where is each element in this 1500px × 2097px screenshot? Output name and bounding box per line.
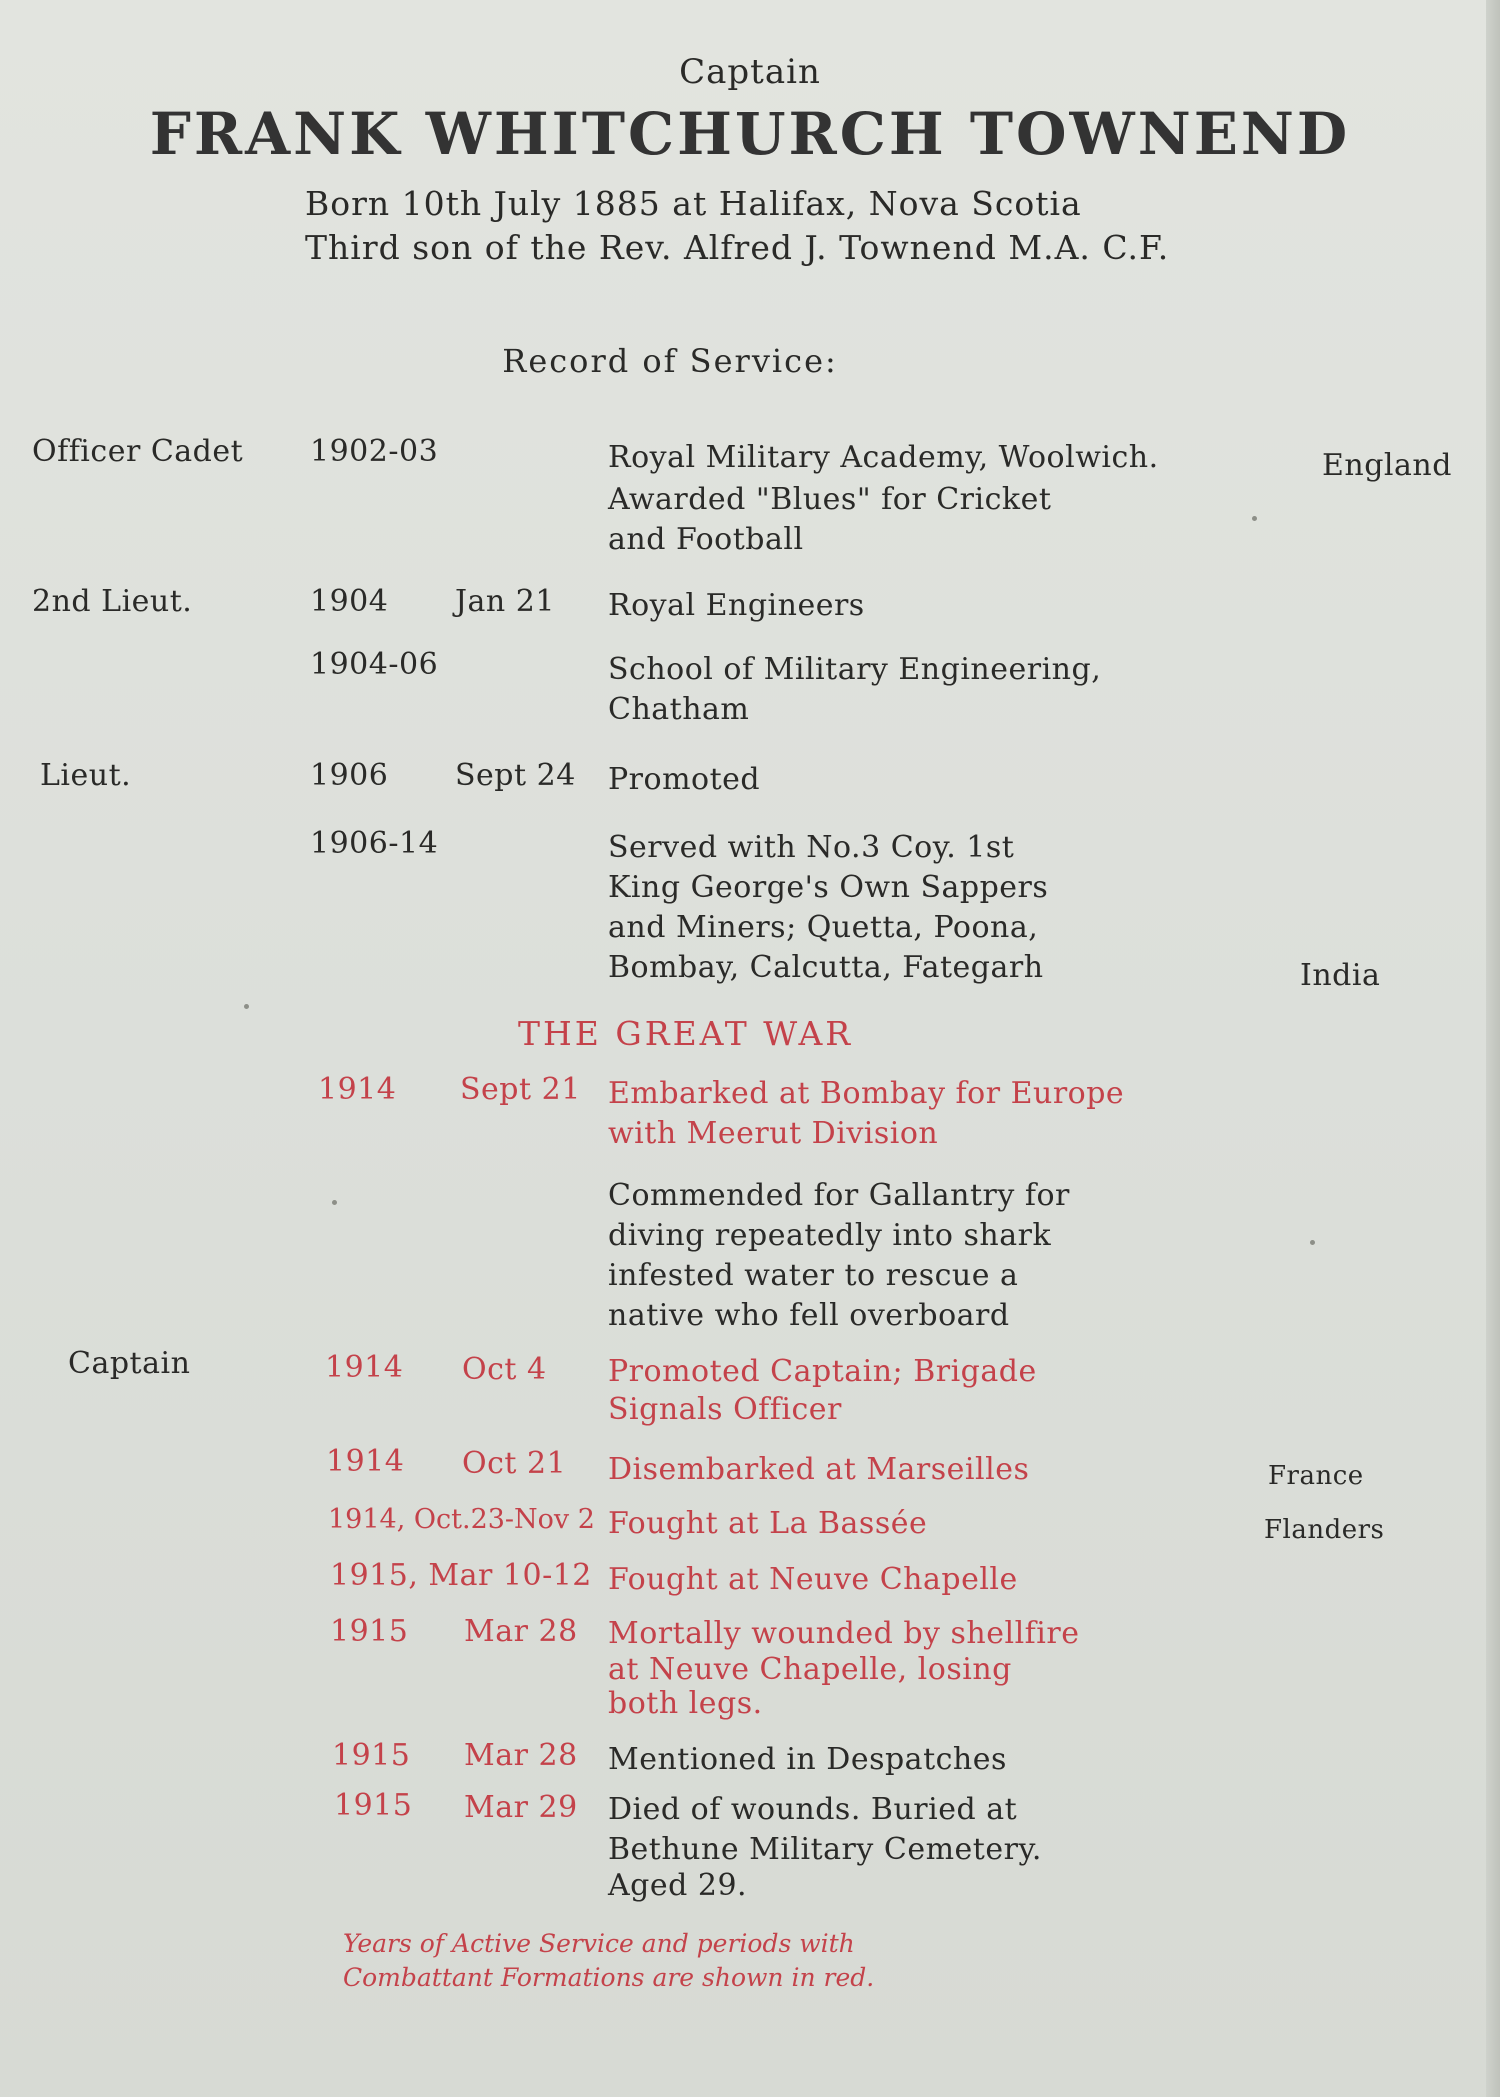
rank-title: Captain [679, 52, 821, 92]
officer-name: FRANK WHITCHURCH TOWNEND [149, 100, 1351, 168]
service-description: King George's Own Sappers [608, 870, 1049, 905]
war-description: Mentioned in Despatches [608, 1742, 1007, 1777]
service-description: and Football [608, 522, 804, 557]
service-description: and Miners; Quetta, Poona, [608, 910, 1039, 945]
service-year: 1906-14 [310, 826, 439, 861]
commendation-text: Commended for Gallantry for [608, 1178, 1070, 1213]
war-description: Disembarked at Marseilles [608, 1452, 1030, 1487]
record-heading: Record of Service: [502, 342, 838, 380]
war-description: Signals Officer [608, 1392, 842, 1427]
war-date: Mar 28 [464, 1738, 578, 1773]
war-location: France [1268, 1461, 1364, 1491]
war-location: Flanders [1264, 1515, 1385, 1545]
commendation-text: diving repeatedly into shark [608, 1218, 1052, 1253]
war-date: Mar 28 [464, 1614, 578, 1649]
service-description: Served with No.3 Coy. 1st [608, 830, 1015, 865]
war-description: Fought at La Bassée [608, 1506, 928, 1541]
war-date: Sept 21 [460, 1072, 581, 1107]
paper-speck [1310, 1240, 1315, 1245]
service-date: Sept 24 [455, 758, 576, 793]
frame-edge [1486, 0, 1500, 2097]
war-year: 1914, Oct.23-Nov 2 [328, 1504, 595, 1535]
commendation-text: infested water to rescue a [608, 1258, 1019, 1293]
service-description: Bombay, Calcutta, Fategarh [608, 950, 1044, 985]
legend-note-line: Years of Active Service and periods with [343, 1929, 855, 1958]
war-year: 1915 [332, 1738, 411, 1773]
service-description: School of Military Engineering, [608, 652, 1102, 687]
service-year: 1904-06 [310, 647, 439, 682]
paper-speck [1252, 516, 1257, 521]
service-date: Jan 21 [455, 584, 555, 619]
service-description: Chatham [608, 692, 750, 727]
parent-line: Third son of the Rev. Alfred J. Townend M.A. C.F. [305, 228, 1170, 267]
service-year: 1904 [310, 584, 389, 619]
service-description: Royal Engineers [608, 588, 865, 623]
rank-label: Lieut. [40, 758, 132, 793]
legend-note-line: Combattant Formations are shown in red. [343, 1963, 875, 1992]
war-description: Died of wounds. Buried at [608, 1792, 1018, 1827]
war-description: Embarked at Bombay for Europe [608, 1076, 1125, 1111]
commendation-text: native who fell overboard [608, 1298, 1010, 1333]
war-date: Mar 29 [464, 1790, 578, 1825]
paper-speck [332, 1200, 337, 1205]
war-description: with Meerut Division [608, 1116, 939, 1151]
war-year: 1915 [334, 1788, 413, 1823]
war-heading: THE GREAT WAR [518, 1014, 854, 1053]
war-description: Bethune Military Cemetery. [608, 1832, 1042, 1867]
service-location: England [1322, 448, 1452, 483]
war-year: 1914 [326, 1444, 405, 1479]
war-year: 1914 [318, 1072, 397, 1107]
paper-speck [244, 1004, 249, 1009]
war-description: Mortally wounded by shellfire [608, 1616, 1080, 1651]
rank-label: Officer Cadet [32, 434, 244, 469]
war-description: at Neuve Chapelle, losing [608, 1652, 1012, 1687]
war-description: both legs. [608, 1686, 763, 1721]
war-description: Fought at Neuve Chapelle [608, 1562, 1018, 1597]
rank-label: 2nd Lieut. [32, 584, 193, 619]
war-description: Aged 29. [608, 1868, 748, 1903]
war-year: 1915, Mar 10-12 [330, 1558, 592, 1593]
war-date: Oct 21 [462, 1446, 567, 1481]
war-date: Oct 4 [462, 1352, 547, 1387]
service-description: Promoted [608, 762, 761, 797]
born-line: Born 10th July 1885 at Halifax, Nova Scotia [305, 184, 1082, 223]
service-description: Awarded "Blues" for Cricket [608, 482, 1052, 517]
war-year: 1915 [330, 1614, 409, 1649]
service-location: India [1300, 958, 1381, 993]
service-year: 1906 [310, 758, 389, 793]
service-year: 1902-03 [310, 434, 439, 469]
war-description: Promoted Captain; Brigade [608, 1354, 1037, 1389]
war-year: 1914 [325, 1350, 404, 1385]
service-description: Royal Military Academy, Woolwich. [608, 440, 1159, 475]
rank-label: Captain [68, 1346, 191, 1381]
